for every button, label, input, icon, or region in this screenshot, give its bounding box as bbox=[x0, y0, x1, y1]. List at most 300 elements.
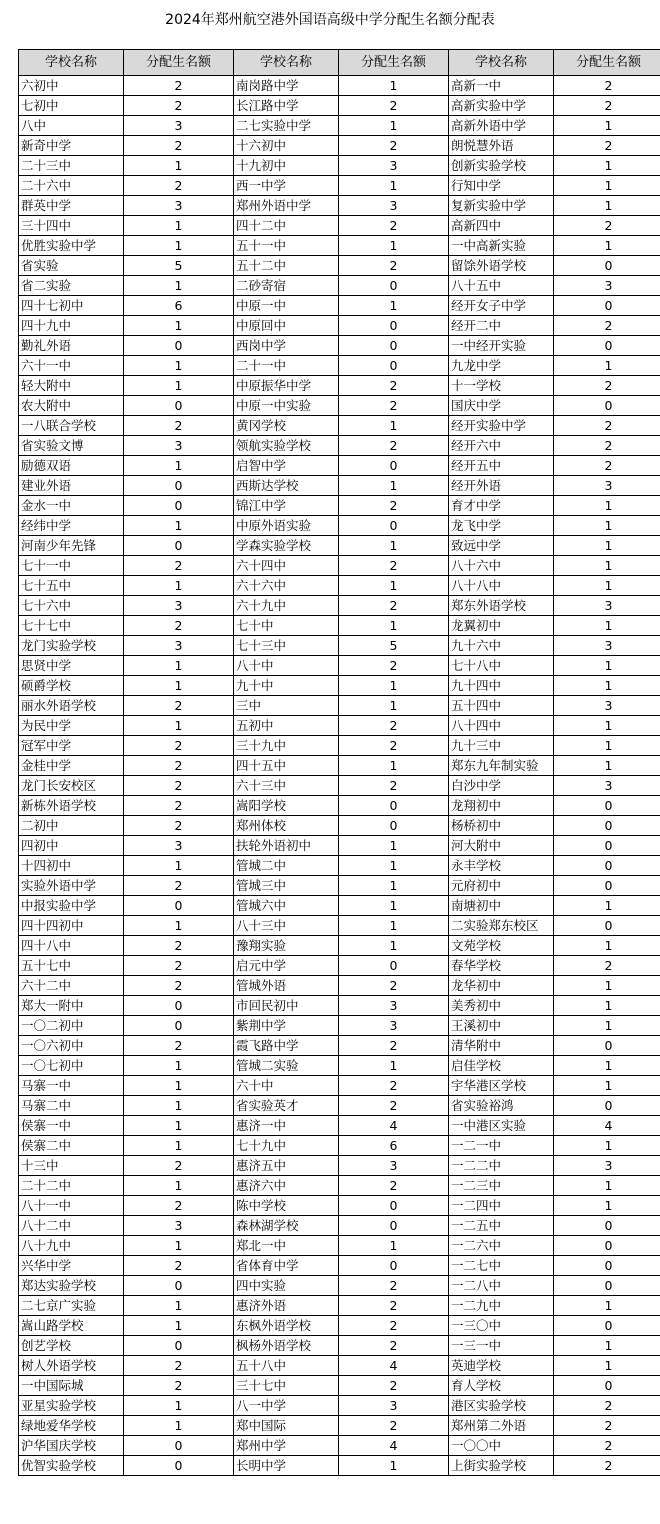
school-name-cell: 思贤中学 bbox=[19, 656, 124, 676]
school-name-cell: 四十五中 bbox=[234, 756, 339, 776]
quota-cell: 2 bbox=[554, 1416, 660, 1436]
quota-cell: 0 bbox=[124, 1016, 234, 1036]
school-name-cell: 经开五中 bbox=[449, 456, 554, 476]
school-name-cell: 中报实验中学 bbox=[19, 896, 124, 916]
quota-cell: 1 bbox=[554, 1056, 660, 1076]
quota-cell: 1 bbox=[124, 316, 234, 336]
quota-cell: 1 bbox=[124, 216, 234, 236]
table-row bbox=[19, 256, 660, 276]
quota-cell: 0 bbox=[339, 516, 449, 536]
quota-cell: 1 bbox=[124, 1096, 234, 1116]
quota-cell: 3 bbox=[554, 696, 660, 716]
quota-cell: 1 bbox=[554, 176, 660, 196]
school-name-cell: 四中实验 bbox=[234, 1276, 339, 1296]
school-name-cell: 创艺学校 bbox=[19, 1336, 124, 1356]
school-name-cell: 十三中 bbox=[19, 1156, 124, 1176]
school-name-cell: 省实验文博 bbox=[19, 436, 124, 456]
quota-cell: 0 bbox=[554, 1376, 660, 1396]
school-name-cell: 市回民初中 bbox=[234, 996, 339, 1016]
quota-cell: 1 bbox=[339, 176, 449, 196]
quota-cell: 1 bbox=[554, 356, 660, 376]
table-row bbox=[19, 956, 660, 976]
quota-cell: 2 bbox=[339, 776, 449, 796]
school-name-cell: 管城二中 bbox=[234, 856, 339, 876]
school-name-cell: 惠济一中 bbox=[234, 1116, 339, 1136]
school-name-cell: 兴华中学 bbox=[19, 1256, 124, 1276]
quota-cell: 2 bbox=[554, 1436, 660, 1456]
quota-cell: 1 bbox=[339, 616, 449, 636]
table-row bbox=[19, 1456, 660, 1476]
table-row bbox=[19, 1176, 660, 1196]
quota-cell: 1 bbox=[339, 916, 449, 936]
table-row bbox=[19, 976, 660, 996]
quota-cell: 4 bbox=[339, 1356, 449, 1376]
quota-cell: 2 bbox=[554, 216, 660, 236]
quota-cell: 1 bbox=[124, 856, 234, 876]
quota-cell: 2 bbox=[554, 1396, 660, 1416]
quota-cell: 1 bbox=[339, 476, 449, 496]
quota-cell: 0 bbox=[339, 1216, 449, 1236]
school-name-cell: 侯寨一中 bbox=[19, 1116, 124, 1136]
quota-cell: 0 bbox=[124, 476, 234, 496]
school-name-cell: 枫杨外语学校 bbox=[234, 1336, 339, 1356]
quota-cell: 2 bbox=[124, 1036, 234, 1056]
quota-cell: 2 bbox=[339, 376, 449, 396]
quota-cell: 6 bbox=[339, 1136, 449, 1156]
quota-cell: 2 bbox=[124, 1196, 234, 1216]
school-name-cell: 南岗路中学 bbox=[234, 76, 339, 96]
quota-cell: 1 bbox=[124, 1056, 234, 1076]
quota-cell: 2 bbox=[124, 76, 234, 96]
school-name-cell: 美秀初中 bbox=[449, 996, 554, 1016]
column-header-school-2: 学校名称 bbox=[234, 50, 339, 76]
quota-cell: 2 bbox=[554, 456, 660, 476]
school-name-cell: 郑东九年制实验 bbox=[449, 756, 554, 776]
table-row bbox=[19, 76, 660, 96]
table-row bbox=[19, 1036, 660, 1056]
school-name-cell: 高新外语中学 bbox=[449, 116, 554, 136]
school-name-cell: 一二三中 bbox=[449, 1176, 554, 1196]
quota-cell: 2 bbox=[124, 816, 234, 836]
school-name-cell: 郑达实验学校 bbox=[19, 1276, 124, 1296]
school-name-cell: 优智实验学校 bbox=[19, 1456, 124, 1476]
quota-cell: 3 bbox=[124, 116, 234, 136]
quota-cell: 0 bbox=[554, 296, 660, 316]
quota-cell: 1 bbox=[124, 1416, 234, 1436]
table-row bbox=[19, 1276, 660, 1296]
school-name-cell: 二十三中 bbox=[19, 156, 124, 176]
table-row bbox=[19, 596, 660, 616]
quota-cell: 1 bbox=[554, 1076, 660, 1096]
school-name-cell: 八十三中 bbox=[234, 916, 339, 936]
school-name-cell: 新奇中学 bbox=[19, 136, 124, 156]
quota-cell: 1 bbox=[339, 536, 449, 556]
table-row bbox=[19, 896, 660, 916]
school-name-cell: 树人外语学校 bbox=[19, 1356, 124, 1376]
quota-cell: 3 bbox=[124, 836, 234, 856]
quota-cell: 1 bbox=[124, 1176, 234, 1196]
school-name-cell: 育才中学 bbox=[449, 496, 554, 516]
quota-cell: 2 bbox=[339, 1316, 449, 1336]
quota-cell: 0 bbox=[554, 1276, 660, 1296]
quota-cell: 1 bbox=[124, 1116, 234, 1136]
quota-cell: 2 bbox=[339, 556, 449, 576]
school-name-cell: 五初中 bbox=[234, 716, 339, 736]
quota-cell: 0 bbox=[554, 396, 660, 416]
school-name-cell: 惠济五中 bbox=[234, 1156, 339, 1176]
table-row bbox=[19, 436, 660, 456]
school-name-cell: 一二六中 bbox=[449, 1236, 554, 1256]
table-row bbox=[19, 1296, 660, 1316]
quota-cell: 2 bbox=[554, 436, 660, 456]
table-row bbox=[19, 276, 660, 296]
school-name-cell: 致远中学 bbox=[449, 536, 554, 556]
quota-cell: 1 bbox=[554, 516, 660, 536]
school-name-cell: 国庆中学 bbox=[449, 396, 554, 416]
table-row bbox=[19, 376, 660, 396]
quota-cell: 0 bbox=[339, 816, 449, 836]
school-name-cell: 七十五中 bbox=[19, 576, 124, 596]
quota-cell: 1 bbox=[554, 1016, 660, 1036]
school-name-cell: 八十九中 bbox=[19, 1236, 124, 1256]
school-name-cell: 龙门实验学校 bbox=[19, 636, 124, 656]
quota-cell: 4 bbox=[339, 1436, 449, 1456]
table-row bbox=[19, 316, 660, 336]
table-row bbox=[19, 1396, 660, 1416]
school-name-cell: 九十三中 bbox=[449, 736, 554, 756]
quota-cell: 1 bbox=[339, 896, 449, 916]
table-row bbox=[19, 356, 660, 376]
quota-cell: 1 bbox=[124, 236, 234, 256]
school-name-cell: 八十四中 bbox=[449, 716, 554, 736]
quota-cell: 2 bbox=[124, 176, 234, 196]
quota-cell: 1 bbox=[554, 756, 660, 776]
school-name-cell: 管城二实验 bbox=[234, 1056, 339, 1076]
table-row bbox=[19, 336, 660, 356]
school-name-cell: 龙门长安校区 bbox=[19, 776, 124, 796]
school-name-cell: 扶轮外语初中 bbox=[234, 836, 339, 856]
quota-cell: 2 bbox=[339, 216, 449, 236]
school-name-cell: 惠济六中 bbox=[234, 1176, 339, 1196]
table-row bbox=[19, 1356, 660, 1376]
school-name-cell: 南塘初中 bbox=[449, 896, 554, 916]
table-row bbox=[19, 516, 660, 536]
school-name-cell: 一二七中 bbox=[449, 1256, 554, 1276]
quota-cell: 2 bbox=[124, 756, 234, 776]
school-name-cell: 沪华国庆学校 bbox=[19, 1436, 124, 1456]
table-row bbox=[19, 616, 660, 636]
table-row bbox=[19, 456, 660, 476]
quota-cell: 2 bbox=[554, 76, 660, 96]
quota-cell: 0 bbox=[554, 1216, 660, 1236]
school-name-cell: 一〇六初中 bbox=[19, 1036, 124, 1056]
school-name-cell: 春华学校 bbox=[449, 956, 554, 976]
quota-cell: 0 bbox=[554, 1036, 660, 1056]
school-name-cell: 五十七中 bbox=[19, 956, 124, 976]
quota-cell: 2 bbox=[124, 1356, 234, 1376]
quota-cell: 0 bbox=[339, 316, 449, 336]
school-name-cell: 长明中学 bbox=[234, 1456, 339, 1476]
quota-cell: 0 bbox=[554, 836, 660, 856]
school-name-cell: 六十二中 bbox=[19, 976, 124, 996]
school-name-cell: 金水一中 bbox=[19, 496, 124, 516]
school-name-cell: 丽水外语学校 bbox=[19, 696, 124, 716]
school-name-cell: 七十中 bbox=[234, 616, 339, 636]
table-body bbox=[19, 76, 660, 1476]
school-name-cell: 英迪学校 bbox=[449, 1356, 554, 1376]
table-row bbox=[19, 1156, 660, 1176]
quota-cell: 1 bbox=[124, 576, 234, 596]
quota-cell: 0 bbox=[554, 876, 660, 896]
quota-cell: 3 bbox=[339, 156, 449, 176]
school-name-cell: 高新一中 bbox=[449, 76, 554, 96]
quota-cell: 1 bbox=[124, 916, 234, 936]
quota-cell: 0 bbox=[339, 356, 449, 376]
school-name-cell: 郑东外语学校 bbox=[449, 596, 554, 616]
school-name-cell: 九十四中 bbox=[449, 676, 554, 696]
school-name-cell: 九十中 bbox=[234, 676, 339, 696]
school-name-cell: 一二二中 bbox=[449, 1156, 554, 1176]
table-row bbox=[19, 1376, 660, 1396]
quota-cell: 2 bbox=[124, 136, 234, 156]
quota-cell: 0 bbox=[339, 796, 449, 816]
quota-cell: 2 bbox=[339, 1336, 449, 1356]
quota-cell: 2 bbox=[124, 936, 234, 956]
school-name-cell: 八十五中 bbox=[449, 276, 554, 296]
table-row bbox=[19, 296, 660, 316]
school-name-cell: 二十一中 bbox=[234, 356, 339, 376]
school-name-cell: 四初中 bbox=[19, 836, 124, 856]
quota-cell: 1 bbox=[124, 156, 234, 176]
quota-cell: 2 bbox=[124, 1256, 234, 1276]
school-name-cell: 复新实验中学 bbox=[449, 196, 554, 216]
school-name-cell: 一三一中 bbox=[449, 1336, 554, 1356]
column-header-quota-2: 分配生名额 bbox=[339, 50, 449, 76]
school-name-cell: 省实验 bbox=[19, 256, 124, 276]
table-row bbox=[19, 676, 660, 696]
quota-cell: 2 bbox=[124, 796, 234, 816]
school-name-cell: 学森实验学校 bbox=[234, 536, 339, 556]
school-name-cell: 一二四中 bbox=[449, 1196, 554, 1216]
school-name-cell: 建业外语 bbox=[19, 476, 124, 496]
school-name-cell: 优胜实验中学 bbox=[19, 236, 124, 256]
table-row bbox=[19, 1196, 660, 1216]
school-name-cell: 文苑学校 bbox=[449, 936, 554, 956]
school-name-cell: 二七京广实验 bbox=[19, 1296, 124, 1316]
quota-cell: 1 bbox=[339, 856, 449, 876]
quota-cell: 2 bbox=[124, 976, 234, 996]
school-name-cell: 陈中学校 bbox=[234, 1196, 339, 1216]
table-row bbox=[19, 116, 660, 136]
quota-cell: 2 bbox=[339, 256, 449, 276]
school-name-cell: 龙翼初中 bbox=[449, 616, 554, 636]
quota-cell: 0 bbox=[554, 1316, 660, 1336]
quota-cell: 0 bbox=[339, 276, 449, 296]
column-header-quota-3: 分配生名额 bbox=[554, 50, 660, 76]
quota-cell: 1 bbox=[554, 936, 660, 956]
school-name-cell: 郑州中学 bbox=[234, 1436, 339, 1456]
quota-cell: 2 bbox=[124, 96, 234, 116]
school-name-cell: 省体育中学 bbox=[234, 1256, 339, 1276]
school-name-cell: 西一中学 bbox=[234, 176, 339, 196]
quota-cell: 1 bbox=[339, 876, 449, 896]
school-name-cell: 高新实验中学 bbox=[449, 96, 554, 116]
school-name-cell: 东枫外语学校 bbox=[234, 1316, 339, 1336]
school-name-cell: 八一中学 bbox=[234, 1396, 339, 1416]
school-name-cell: 管城外语 bbox=[234, 976, 339, 996]
quota-cell: 1 bbox=[124, 276, 234, 296]
table-row bbox=[19, 836, 660, 856]
quota-cell: 1 bbox=[339, 416, 449, 436]
table-row bbox=[19, 1076, 660, 1096]
quota-cell: 2 bbox=[554, 416, 660, 436]
quota-cell: 2 bbox=[554, 136, 660, 156]
table-title: 2024年郑州航空港外国语高级中学分配生名额分配表 bbox=[165, 12, 495, 28]
school-name-cell: 一〇〇中 bbox=[449, 1436, 554, 1456]
school-name-cell: 马寨一中 bbox=[19, 1076, 124, 1096]
quota-cell: 3 bbox=[554, 636, 660, 656]
quota-cell: 2 bbox=[339, 1036, 449, 1056]
school-name-cell: 王溪初中 bbox=[449, 1016, 554, 1036]
quota-cell: 1 bbox=[124, 716, 234, 736]
school-name-cell: 四十四初中 bbox=[19, 916, 124, 936]
quota-cell: 2 bbox=[339, 436, 449, 456]
quota-cell: 1 bbox=[339, 576, 449, 596]
quota-cell: 0 bbox=[124, 1436, 234, 1456]
quota-cell: 5 bbox=[339, 636, 449, 656]
school-name-cell: 一二九中 bbox=[449, 1296, 554, 1316]
quota-cell: 2 bbox=[124, 556, 234, 576]
quota-cell: 2 bbox=[554, 1456, 660, 1476]
quota-cell: 3 bbox=[554, 476, 660, 496]
school-name-cell: 马寨二中 bbox=[19, 1096, 124, 1116]
quota-cell: 0 bbox=[339, 456, 449, 476]
quota-cell: 2 bbox=[339, 1076, 449, 1096]
table-row bbox=[19, 816, 660, 836]
quota-cell: 0 bbox=[124, 396, 234, 416]
table-row bbox=[19, 236, 660, 256]
school-name-cell: 七十六中 bbox=[19, 596, 124, 616]
quota-cell: 1 bbox=[554, 736, 660, 756]
school-name-cell: 七初中 bbox=[19, 96, 124, 116]
quota-cell: 1 bbox=[339, 116, 449, 136]
quota-cell: 1 bbox=[554, 976, 660, 996]
quota-cell: 1 bbox=[339, 1236, 449, 1256]
quota-cell: 1 bbox=[554, 996, 660, 1016]
school-name-cell: 霞飞路中学 bbox=[234, 1036, 339, 1056]
quota-cell: 0 bbox=[124, 1456, 234, 1476]
school-name-cell: 侯寨二中 bbox=[19, 1136, 124, 1156]
school-name-cell: 经开六中 bbox=[449, 436, 554, 456]
school-name-cell: 新栋外语学校 bbox=[19, 796, 124, 816]
quota-cell: 3 bbox=[554, 596, 660, 616]
school-name-cell: 一二一中 bbox=[449, 1136, 554, 1156]
table-row bbox=[19, 936, 660, 956]
school-name-cell: 中原外语实验 bbox=[234, 516, 339, 536]
school-name-cell: 龙华初中 bbox=[449, 976, 554, 996]
quota-cell: 0 bbox=[339, 336, 449, 356]
school-name-cell: 绿地爱华学校 bbox=[19, 1416, 124, 1436]
school-name-cell: 七十七中 bbox=[19, 616, 124, 636]
quota-cell: 3 bbox=[554, 1156, 660, 1176]
school-name-cell: 西岗中学 bbox=[234, 336, 339, 356]
school-name-cell: 郑州第二外语 bbox=[449, 1416, 554, 1436]
school-name-cell: 一中高新实验 bbox=[449, 236, 554, 256]
quota-cell: 0 bbox=[124, 336, 234, 356]
quota-cell: 2 bbox=[124, 616, 234, 636]
school-name-cell: 一〇二初中 bbox=[19, 1016, 124, 1036]
quota-cell: 0 bbox=[339, 1256, 449, 1276]
school-name-cell: 一〇七初中 bbox=[19, 1056, 124, 1076]
quota-cell: 1 bbox=[339, 76, 449, 96]
quota-cell: 4 bbox=[339, 1116, 449, 1136]
school-name-cell: 七十三中 bbox=[234, 636, 339, 656]
table-row bbox=[19, 156, 660, 176]
school-name-cell: 金桂中学 bbox=[19, 756, 124, 776]
quota-cell: 2 bbox=[339, 1096, 449, 1116]
quota-cell: 2 bbox=[339, 396, 449, 416]
school-name-cell: 中原一中实验 bbox=[234, 396, 339, 416]
quota-cell: 0 bbox=[554, 256, 660, 276]
school-name-cell: 启智中学 bbox=[234, 456, 339, 476]
school-name-cell: 二十六中 bbox=[19, 176, 124, 196]
school-name-cell: 长江路中学 bbox=[234, 96, 339, 116]
quota-cell: 1 bbox=[124, 1396, 234, 1416]
school-name-cell: 港区实验学校 bbox=[449, 1396, 554, 1416]
school-name-cell: 八十一中 bbox=[19, 1196, 124, 1216]
quota-cell: 1 bbox=[554, 116, 660, 136]
school-name-cell: 黄冈学校 bbox=[234, 416, 339, 436]
table-row bbox=[19, 636, 660, 656]
school-name-cell: 行知中学 bbox=[449, 176, 554, 196]
school-name-cell: 二砂寄宿 bbox=[234, 276, 339, 296]
quota-cell: 6 bbox=[124, 296, 234, 316]
column-header-quota-1: 分配生名额 bbox=[124, 50, 234, 76]
quota-cell: 1 bbox=[339, 696, 449, 716]
school-name-cell: 六十四中 bbox=[234, 556, 339, 576]
quota-cell: 3 bbox=[339, 1156, 449, 1176]
school-name-cell: 二初中 bbox=[19, 816, 124, 836]
quota-cell: 1 bbox=[554, 236, 660, 256]
school-name-cell: 省实验裕鸿 bbox=[449, 1096, 554, 1116]
quota-cell: 1 bbox=[124, 1076, 234, 1096]
school-name-cell: 元府初中 bbox=[449, 876, 554, 896]
table-row bbox=[19, 1016, 660, 1036]
table-row bbox=[19, 1056, 660, 1076]
quota-cell: 2 bbox=[339, 1376, 449, 1396]
school-name-cell: 一中国际城 bbox=[19, 1376, 124, 1396]
school-name-cell: 五十二中 bbox=[234, 256, 339, 276]
quota-cell: 0 bbox=[339, 1196, 449, 1216]
quota-cell: 2 bbox=[339, 596, 449, 616]
school-name-cell: 留馀外语学校 bbox=[449, 256, 554, 276]
school-name-cell: 五十八中 bbox=[234, 1356, 339, 1376]
table-row bbox=[19, 1236, 660, 1256]
quota-cell: 3 bbox=[339, 1016, 449, 1036]
quota-cell: 2 bbox=[339, 96, 449, 116]
quota-cell: 0 bbox=[554, 856, 660, 876]
school-name-cell: 朗悦慧外语 bbox=[449, 136, 554, 156]
table-row bbox=[19, 736, 660, 756]
school-name-cell: 三十九中 bbox=[234, 736, 339, 756]
quota-cell: 2 bbox=[339, 656, 449, 676]
school-name-cell: 白沙中学 bbox=[449, 776, 554, 796]
school-name-cell: 六十六中 bbox=[234, 576, 339, 596]
school-name-cell: 经开女子中学 bbox=[449, 296, 554, 316]
quota-cell: 1 bbox=[554, 496, 660, 516]
quota-cell: 1 bbox=[554, 1356, 660, 1376]
school-name-cell: 四十七初中 bbox=[19, 296, 124, 316]
